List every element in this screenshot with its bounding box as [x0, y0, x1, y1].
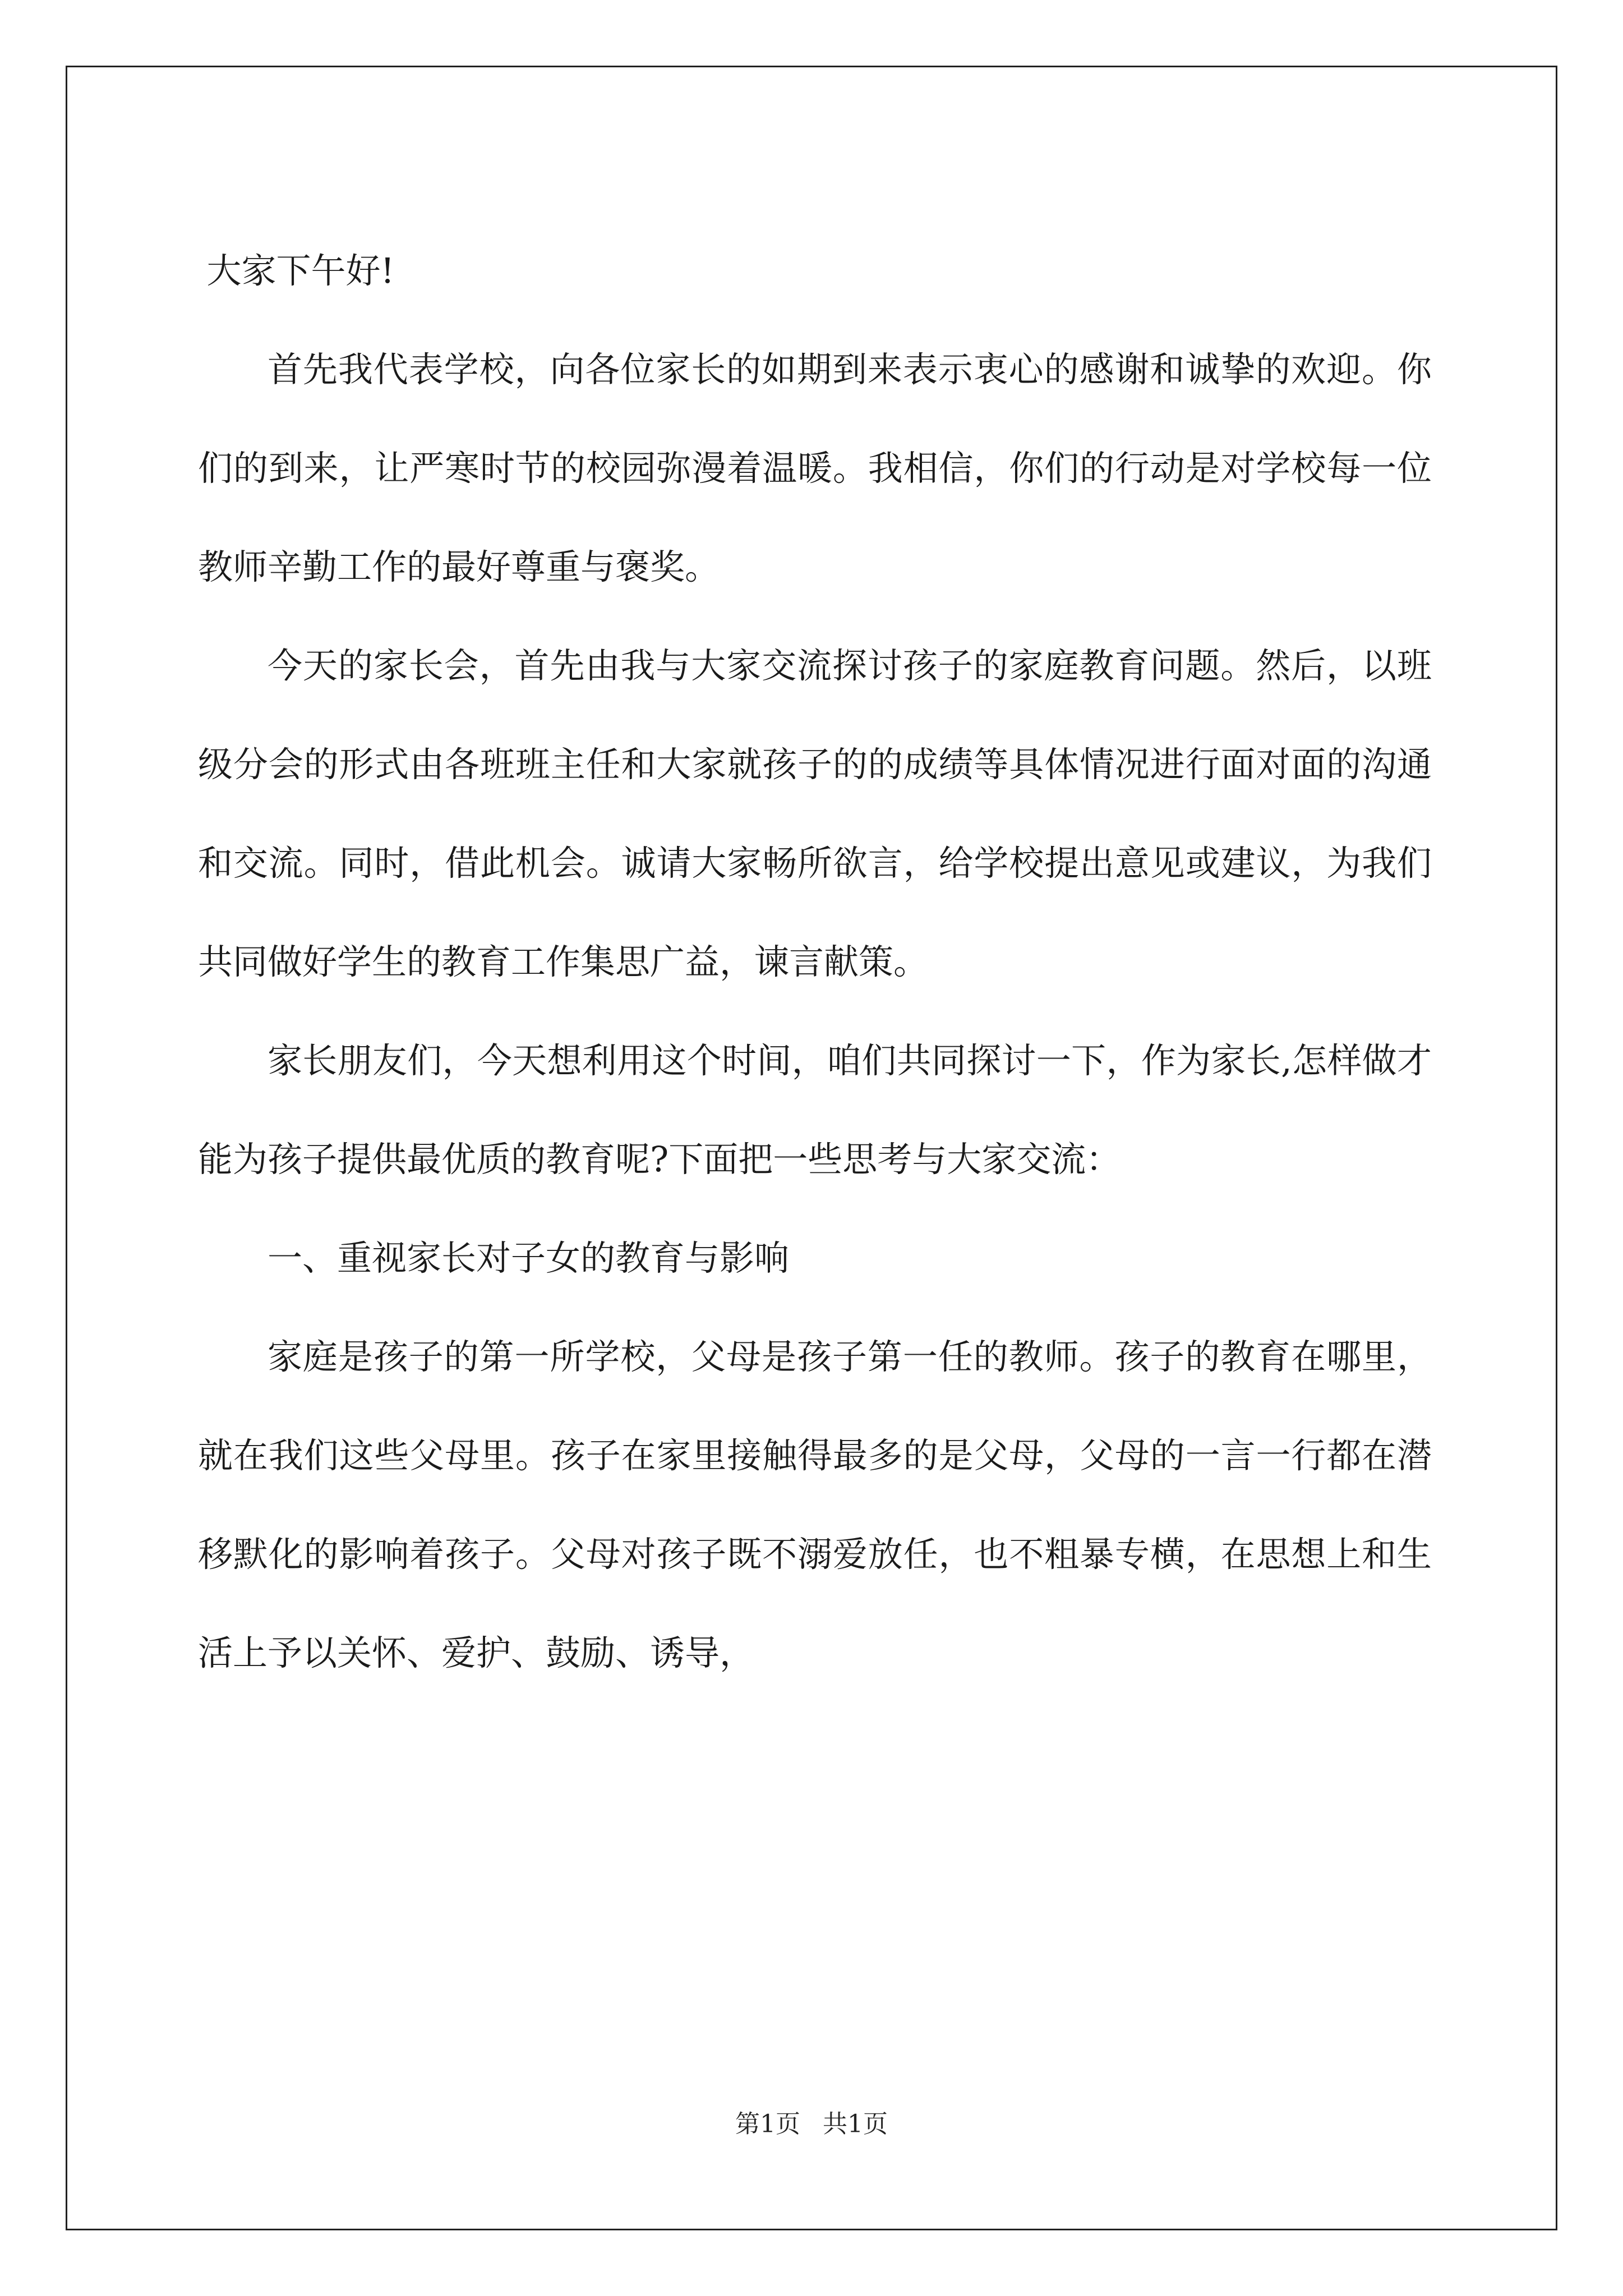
page-footer [0, 2104, 1623, 2139]
document-body [198, 222, 1432, 1703]
family-education-paragraph: 家庭是孩子的第一所学校，父母是孩子第一任的教师。孩子的教育在哪里，就在我们这些父母里。孩子在家里接触得最多的是父母，父母的一言一行都在潜移默化的影响着孩子。父母对孩子既不溺爱放任，也不粗暴专横，在思想上和生活上予以关怀、爱护、鼓励、诱导， [198, 1336, 1432, 1673]
page-total: 共1页 [823, 2110, 888, 2138]
intro-paragraph: 家长朋友们，今天想利用这个时间，咱们共同探讨一下，作为家长,怎样做才能为孩子提供最优质的教育呢?下面把一些思考与大家交流： [198, 1040, 1432, 1180]
greeting-paragraph: 大家下午好! [206, 250, 395, 291]
section-heading: 一、重视家长对子女的教育与影响 [268, 1237, 790, 1278]
agenda-paragraph: 今天的家长会，首先由我与大家交流探讨孩子的家庭教育问题。然后，以班级分会的形式由各班班主任和大家就孩子的的成绩等具体情况进行面对面的沟通和交流。同时，借此机会。诚请大家畅所欲言，给学校提出意见或建议，为我们共同做好学生的教育工作集思广益，谏言献策。 [198, 645, 1432, 982]
welcome-paragraph: 首先我代表学校，向各位家长的如期到来表示衷心的感谢和诚挚的欢迎。你们的到来，让严寒时节的校园弥漫着温暖。我相信，你们的行动是对学校每一位教师辛勤工作的最好尊重与褒奖。 [198, 349, 1432, 587]
page-number: 第1页 [735, 2110, 800, 2138]
